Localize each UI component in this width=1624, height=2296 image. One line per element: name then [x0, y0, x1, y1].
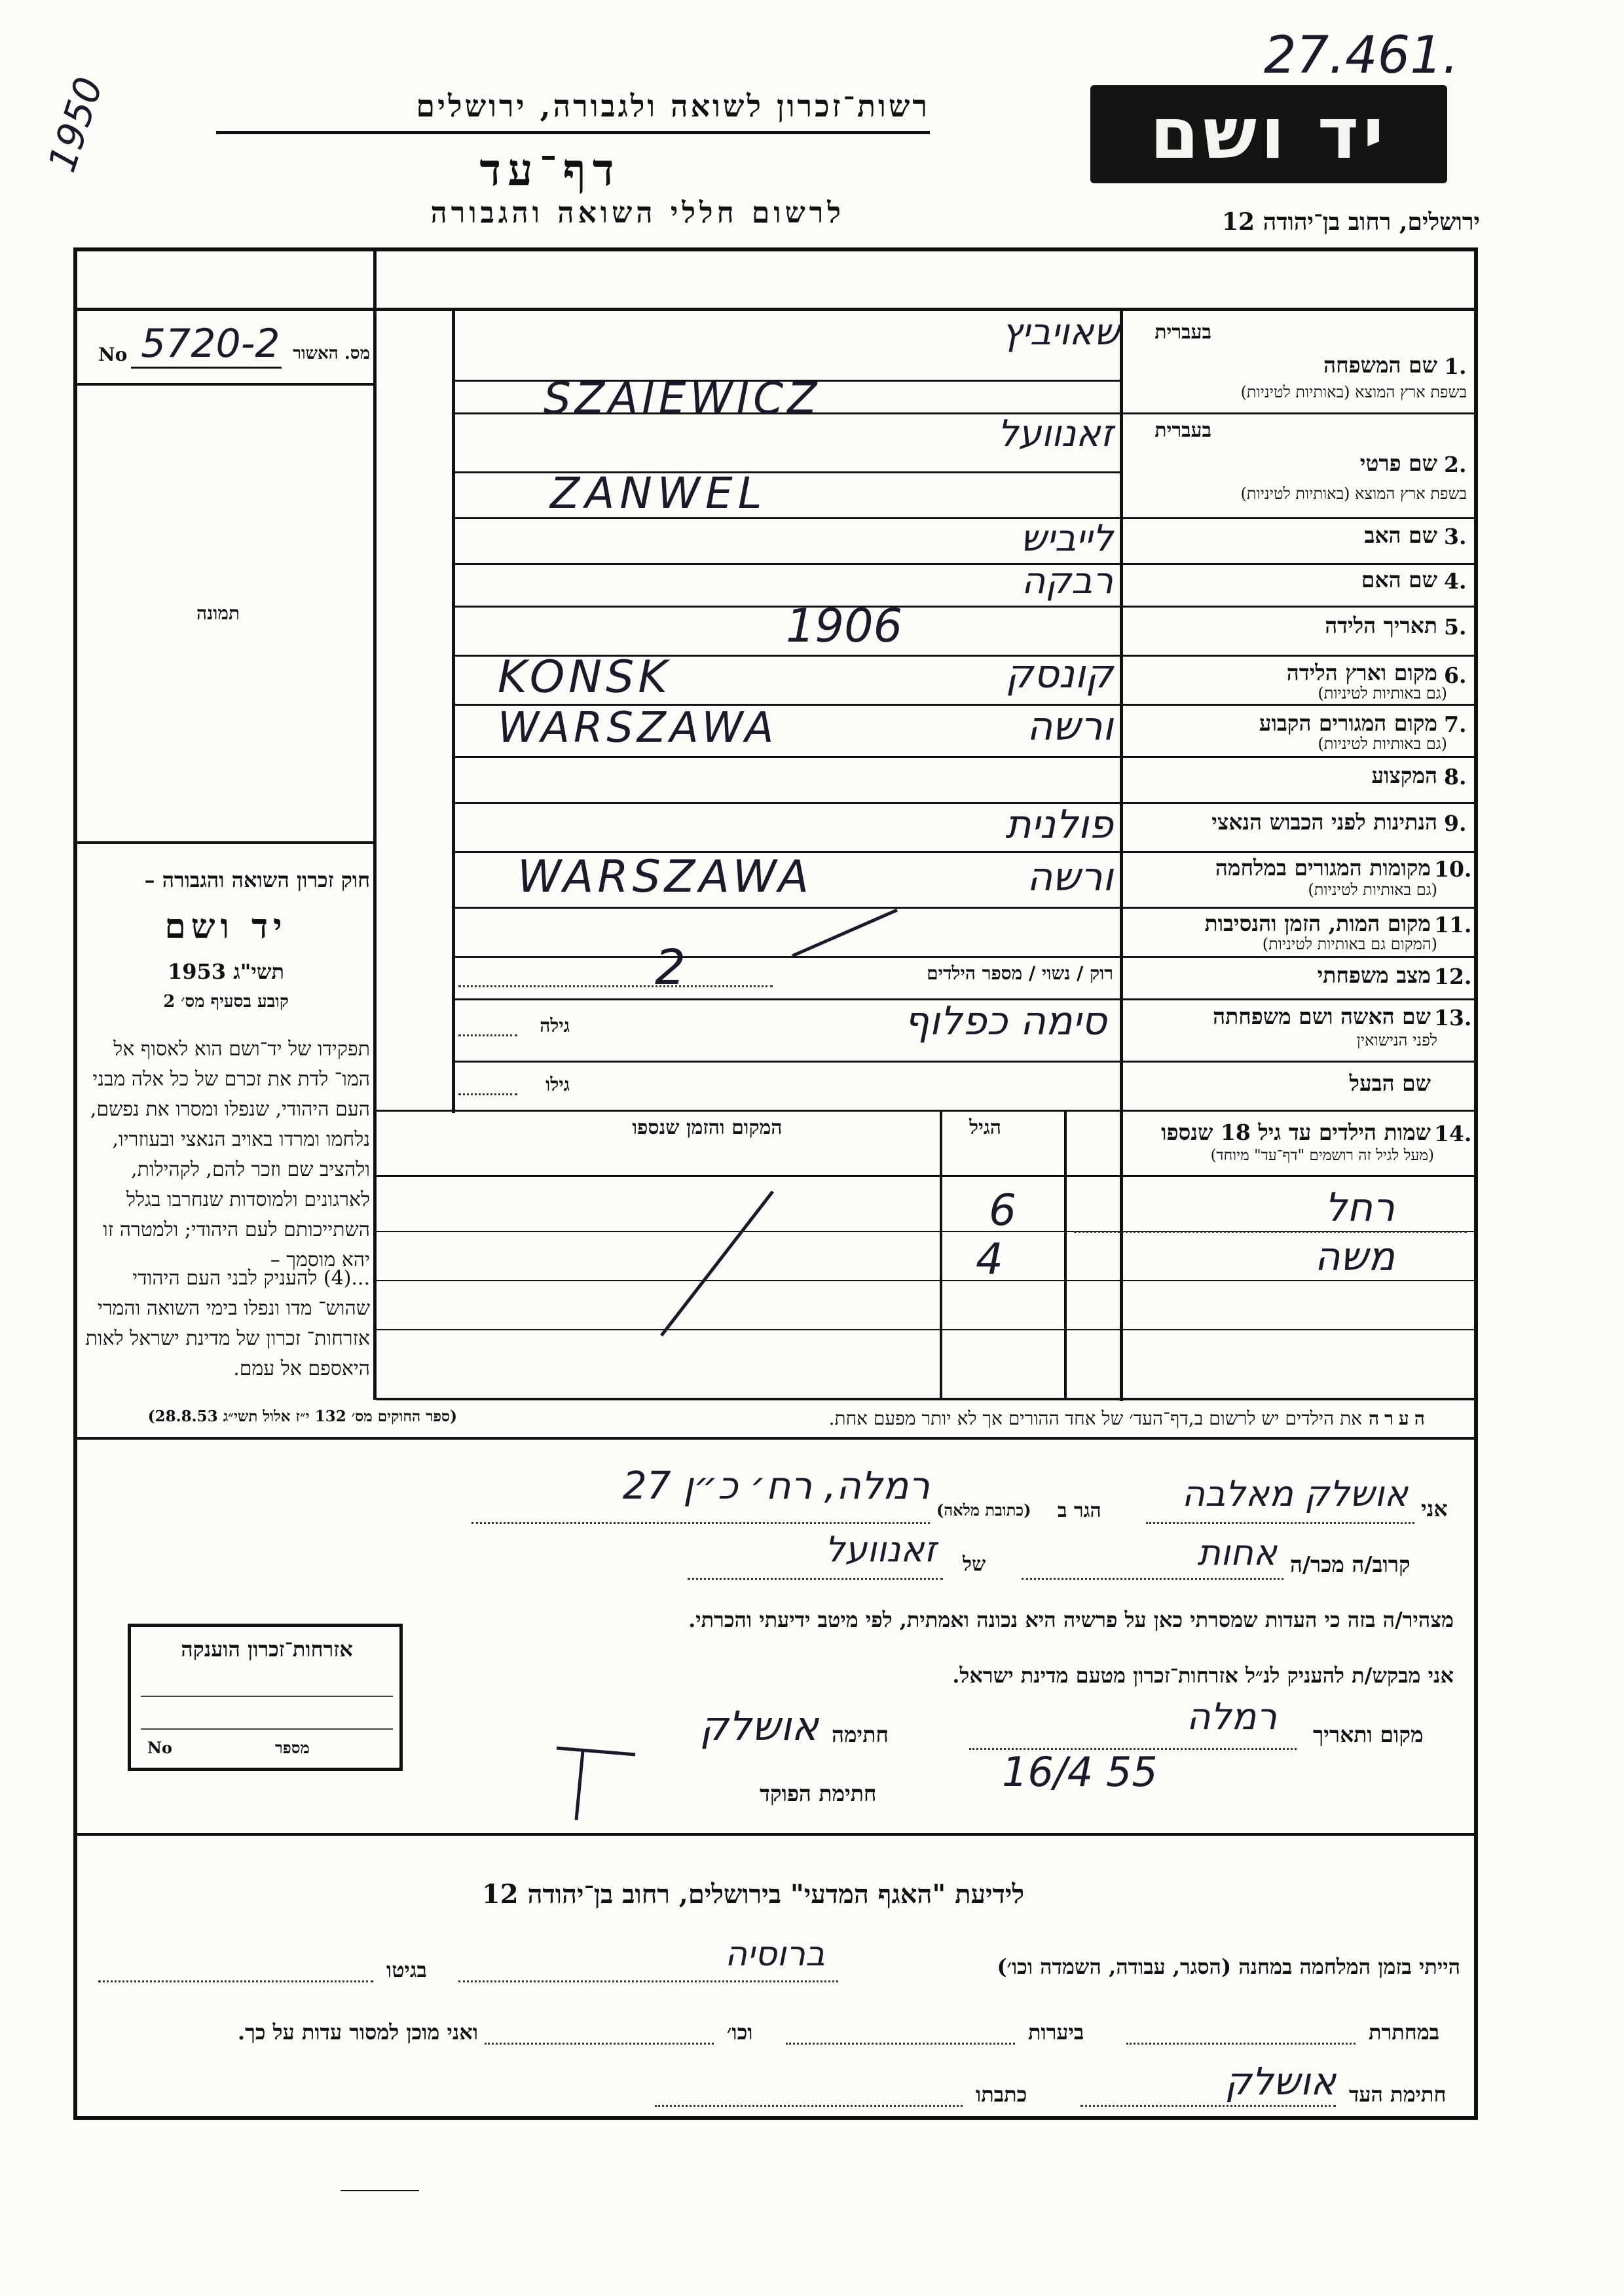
field-4-label: שם האם: [1361, 567, 1437, 592]
citizenship-no-prefix: No: [147, 1738, 172, 1757]
field-4-value[interactable]: רבקה: [1021, 560, 1113, 602]
page-title: דף־עד: [479, 144, 621, 196]
side-number: 1950: [39, 71, 112, 178]
field-12-value[interactable]: 2: [655, 939, 686, 996]
approval-label: מס. האשור: [293, 344, 370, 363]
field-1-tag: בעברית: [1154, 321, 1211, 344]
yad-vashem-logo: [1090, 85, 1447, 183]
field-13-age-label: גילה: [540, 1015, 570, 1036]
relation-label: קרוב/ה מכר/ה: [1290, 1552, 1411, 1577]
child-2-age[interactable]: 4: [976, 1234, 1003, 1285]
field-11-strike: [786, 903, 904, 962]
husband-age-label: גילו: [545, 1074, 570, 1095]
authority-name: רשות־זכרון לשואה ולגבורה, ירושלים: [416, 88, 930, 124]
field-1-label: שם המשפחה: [1323, 352, 1437, 378]
field-13-number: 13.: [1434, 1005, 1472, 1030]
field-11-label: מקום המות, הזמן והנסיבות: [1204, 911, 1431, 936]
request-text: אני מבקש/ת להעניק לנ״ל אזרחות־זכרון מטעם מדינת ישראל.: [952, 1663, 1454, 1688]
children-title: שמות הילדים עד גיל 18 שנספו: [1161, 1120, 1431, 1145]
field-13-label: שם האשה ושם משפחתה: [1213, 1004, 1431, 1029]
field-10-label: מקומות המגורים במלחמה: [1215, 855, 1431, 881]
field-11-number: 11.: [1434, 912, 1472, 938]
field-9-number: 9.: [1444, 811, 1467, 836]
declarant-address[interactable]: רמלה, רח׳ כ״ן 27: [622, 1463, 930, 1508]
of-name[interactable]: זאנוועל: [824, 1529, 936, 1570]
declarant-name[interactable]: אושלק מאלבה: [1181, 1473, 1408, 1514]
law-source: (ספר החוקים מס׳ 132 י״ז אלול תשי״ג 28.8.53): [147, 1408, 457, 1425]
field-7-label: מקום המגורים הקבוע: [1259, 710, 1437, 736]
field-7-number: 7.: [1444, 712, 1467, 737]
law-name: יד ושם: [164, 907, 287, 947]
field-10-value-latin[interactable]: WARSZAWA: [517, 851, 813, 903]
field-6-label: מקום וארץ הלידה: [1286, 660, 1437, 685]
signature-label: חתימה: [832, 1722, 889, 1747]
children-place-header: המקום והזמן שנספו: [632, 1116, 783, 1139]
field-4-number: 4.: [1444, 568, 1467, 594]
citizenship-title: אזרחות־זכרון הוענקה: [181, 1637, 353, 1662]
declaration-text: מצהיר/ה בזה כי העדות שמסרתי כאן על פרשיה היא נכונה ואמתית, לפי מיטב ידיעתי והכרתי.: [688, 1607, 1454, 1632]
ghetto-label: בגיטו: [386, 1958, 427, 1982]
stamp-number: 27.461.: [1264, 26, 1459, 85]
field-6-value-hebrew[interactable]: קונסק: [1005, 651, 1113, 697]
field-1-value-hebrew[interactable]: שאויביץ: [1001, 311, 1120, 354]
war-label: הייתי בזמן המלחמה במחנה (הסגר, עבודה, השמדה וכו׳): [997, 1954, 1460, 1979]
place-date-label: מקום ותאריך: [1313, 1722, 1424, 1747]
note-label: הערה: [1369, 1408, 1430, 1429]
date-value[interactable]: 16/4 55: [1002, 1748, 1158, 1796]
child-1-name[interactable]: רחל: [1324, 1185, 1395, 1231]
field-10-sub: (גם באותיות לטיניות): [1308, 881, 1437, 899]
hiding-label: במחתרת: [1369, 2020, 1440, 2045]
officer-signature-label: חתימת הפוקד: [760, 1781, 877, 1806]
field-2-label: שם פרטי: [1359, 450, 1437, 476]
field-1-value-latin[interactable]: SZAIEWICZ: [544, 373, 821, 424]
field-6-sub: (גם באותיות לטיניות): [1318, 684, 1447, 702]
witness-signature-label: חתימת העד: [1349, 2082, 1447, 2107]
declarant-i-label: אני: [1421, 1496, 1448, 1522]
field-5-label: תאריך הלידה: [1325, 613, 1437, 638]
field-1-sub: בשפת ארץ המוצא (באותיות לטיניות): [1240, 383, 1467, 401]
place-value[interactable]: רמלה: [1186, 1696, 1277, 1738]
approval-number: 5720-2: [141, 321, 280, 367]
field-9-value[interactable]: פולנית: [1005, 802, 1113, 848]
children-age-header: הגיל: [969, 1116, 1002, 1139]
child-1-age[interactable]: 6: [989, 1185, 1016, 1235]
residing-label: הגר ב: [1058, 1499, 1101, 1522]
field-2-value-hebrew[interactable]: זאנוועל: [997, 412, 1113, 455]
law-year: תשי"ג 1953: [168, 959, 284, 984]
field-13-value[interactable]: סימה כפלוף: [904, 998, 1107, 1044]
husband-label: שם הבעל: [1349, 1070, 1431, 1096]
children-place-strike: [642, 1178, 799, 1349]
photo-label: תמונה: [196, 602, 240, 624]
footer-notice: לידיעת "האגף המדעי" בירושלים, רחוב בן־יהודה 12: [481, 1879, 1025, 1910]
field-2-value-latin[interactable]: ZANWEL: [550, 468, 767, 519]
law-text-2: ...(4) להעניק לבני העם היהודי שהוש־ מדו ונפלו בימי השואה והמרי אזרחות־ זכרון של מדינת ישראל לאות היאספם אל עמם.: [85, 1267, 370, 1380]
field-7-sub: (גם באותיות לטיניות): [1318, 735, 1447, 753]
page-subtitle: לרשום חללי השואה והגבורה: [430, 196, 845, 230]
field-12-inline-label: רוק / נשוי / מספר הילדים: [927, 962, 1113, 984]
law-text-1: תפקידו של יד־ושם הוא לאסוף אל המו־ לדת את זכרם של כל אלה מבני העם היהודי, שנפלו ומסרו את נפשם, נלחמו ומרדו באויב הנאצי ובעוזריו, ולהציב שם וזכר להם, לקהילות, לארגונים ולמוסדות שנחרבו בגלל השתייכותם לעם היהודי; ולמטרה זו יהא מוסמך –: [90, 1038, 370, 1271]
of-label: של: [963, 1553, 986, 1576]
relation-value[interactable]: אחות: [1197, 1532, 1277, 1573]
witness-signature[interactable]: אושלק: [1225, 2059, 1336, 2104]
field-12-label: מצב משפחתי: [1317, 962, 1431, 988]
logo-text: יד ושם: [1149, 93, 1388, 175]
field-3-value[interactable]: לייביש: [1020, 517, 1113, 560]
field-8-number: 8.: [1444, 764, 1467, 790]
field-2-tag: בעברית: [1154, 419, 1211, 442]
field-2-number: 2.: [1444, 452, 1467, 477]
field-10-number: 10.: [1434, 856, 1472, 882]
field-3-label: שם האב: [1364, 522, 1437, 548]
approval-no-prefix: No: [98, 344, 128, 365]
witness-address-label: כתבתו: [976, 2082, 1027, 2107]
field-6-value-latin[interactable]: KONSK: [498, 651, 671, 703]
officer-signature-mark: [544, 1735, 648, 1827]
field-13-sub: לפני הנישואין: [1356, 1031, 1437, 1049]
field-12-number: 12.: [1434, 964, 1472, 989]
field-2-sub: בשפת ארץ המוצא (באותיות לטיניות): [1240, 484, 1467, 503]
field-9-label: הנתינות לפני הכבוש הנאצי: [1211, 809, 1437, 835]
address-hint: (כתובת מלאה): [936, 1501, 1031, 1520]
citizenship-number-label: מספר: [275, 1738, 310, 1757]
field-3-number: 3.: [1444, 524, 1467, 549]
field-7-value-hebrew[interactable]: ורשה: [1027, 704, 1113, 750]
field-10-value-hebrew[interactable]: ורשה: [1027, 854, 1113, 900]
war-value[interactable]: ברוסיה: [725, 1935, 825, 1974]
forests-label: ביערות: [1028, 2020, 1084, 2045]
field-8-label: המקצוע: [1371, 763, 1437, 788]
law-title: חוק זכרון השואה והגבורה –: [144, 867, 370, 892]
children-sub: (מעל לגיל זה רושמים "דף־עד" מיוחד): [1210, 1147, 1434, 1164]
child-2-name[interactable]: משה: [1314, 1234, 1395, 1280]
field-1-number: 1.: [1444, 354, 1467, 379]
citizenship-box: [128, 1624, 403, 1771]
field-6-number: 6.: [1444, 663, 1467, 688]
note-text: את הילדים יש לרשום ב,דף־העד׳ של אחד ההורים אך לא יותר מפעם אחת.: [828, 1408, 1362, 1429]
children-number: 14.: [1434, 1121, 1472, 1146]
signature-value[interactable]: אושלק: [699, 1702, 819, 1750]
field-5-number: 5.: [1444, 614, 1467, 640]
etc-label: וכו׳: [727, 2020, 753, 2045]
ready-text: ואני מוכן למסור עדות על כך.: [237, 2020, 478, 2045]
field-11-sub: (המקום גם באותיות לטיניות): [1262, 935, 1437, 953]
field-7-value-latin[interactable]: WARSZAWA: [498, 704, 778, 752]
field-5-value[interactable]: 1906: [786, 599, 903, 653]
law-clause: קובע בסעיף מס׳ 2: [163, 992, 289, 1011]
header-address: ירושלים, רחוב בן־יהודה 12: [1221, 208, 1480, 236]
